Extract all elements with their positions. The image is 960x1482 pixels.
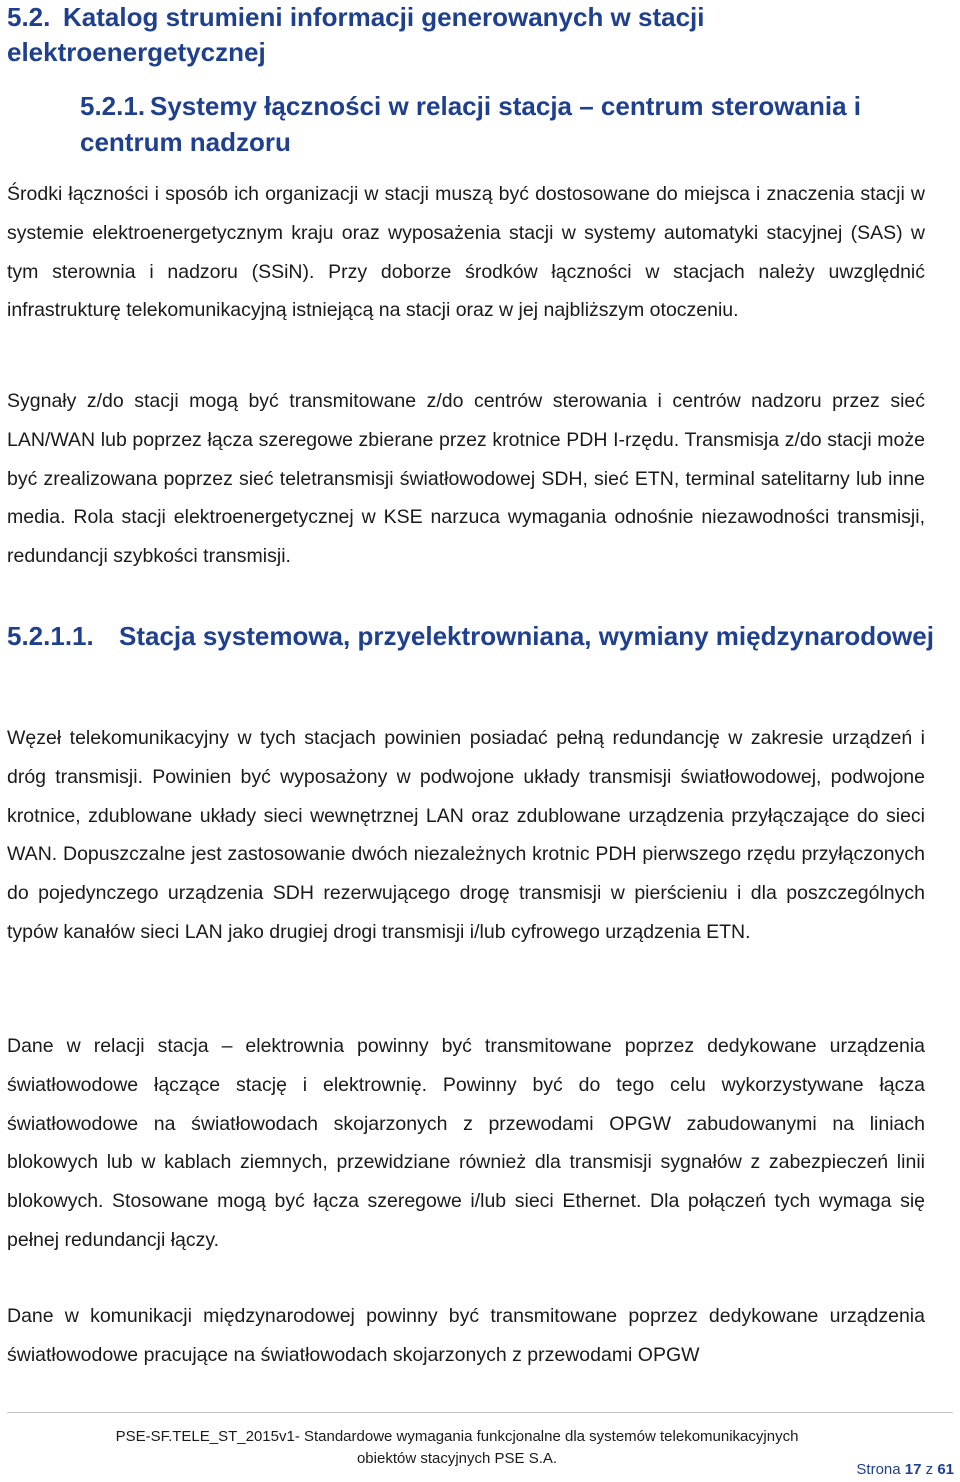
footer-line-1: PSE-SF.TELE_ST_2015v1- Standardowe wymagania funkcjonalne dla systemów telekomunikacyjnych (115, 1428, 799, 1445)
page-current: 17 (904, 1461, 922, 1478)
page-of: z (925, 1461, 934, 1478)
footer-line-2: obiektów stacyjnych PSE S.A. (356, 1450, 558, 1467)
subsection-number: 5.2.1. (80, 91, 146, 121)
paragraph: Sygnały z/do stacji mogą być transmitowane z/do centrów sterowania i centrów nadzoru przez sieć LAN/WAN lub poprzez łącza szeregowe zbierane przez krotnice PDH I-rzędu. Transmisja z/do stacji może być zrealizowana poprzez sieć teletransmisji światłowodowej SDH, sieć ETN, terminal satelitarny lub inne media. Rola stacji elektroenergetycznej w KSE narzuca wymagania odnośnie niezawodności transmisji, redundancji szybkości transmisji. (7, 390, 925, 568)
section-title: Katalog strumieni informacji generowanych w stacji elektroenergetycznej (7, 2, 705, 67)
subsubsection-title: Stacja systemowa, przyelektrowniana, wymiany międzynarodowej (119, 621, 934, 651)
paragraph: Dane w komunikacji międzynarodowej powinny być transmitowane poprzez dedykowane urządzenia światłowodowe pracujące na światłowodach skojarzonych z przewodami OPGW (7, 1305, 925, 1366)
subsubsection-number: 5.2.1.1. (7, 621, 94, 651)
paragraph: Środki łączności i sposób ich organizacji w stacji muszą być dostosowane do miejsca i znaczenia stacji w systemie elektroenergetycznym kraju oraz wyposażenia stacji w systemy automatyki stacyjnej (SAS) w tym sterownia i nadzoru (SSiN). Przy doborze środków łączności w stacjach należy uwzględnić infrastrukturę telekomunikacyjną istniejącą na stacji oraz w jej najbliższym otoczeniu. (7, 183, 925, 322)
paragraph: Dane w relacji stacja – elektrownia powinny być transmitowane poprzez dedykowane urządzenia światłowodowe łączące stację i elektrownię. Powinny być do tego celu wykorzystywane łącza światłowodowe na światłowodach skojarzonych z przewodami OPGW zabudowanymi na liniach blokowych lub w kablach ziemnych, przewidziane również dla transmisji sygnałów z zabezpieczeń linii blokowych. Stosowane mogą być łącza szeregowe i/lub sieci Ethernet. Dla połączeń tych wymaga się pełnej redundancji łączy. (7, 1035, 925, 1251)
page-label: Strona (856, 1461, 901, 1478)
subsection-heading (80, 88, 940, 160)
footer-divider (7, 1412, 953, 1413)
section-number: 5.2. (7, 2, 51, 32)
subsubsection-heading (7, 618, 947, 654)
footer-document-title (7, 1426, 907, 1470)
page-total: 61 (937, 1461, 954, 1478)
page-number (856, 1460, 954, 1480)
subsection-title: Systemy łączności w relacji stacja – centrum sterowania i centrum nadzoru (80, 91, 862, 157)
section-heading (7, 0, 947, 70)
paragraph: Węzeł telekomunikacyjny w tych stacjach powinien posiadać pełną redundancję w zakresie urządzeń i dróg transmisji. Powinien być wyposażony w podwojone układy transmisji światłowodowej, podwojone krotnice, zdublowane układy sieci wewnętrznej LAN oraz zdublowane urządzenia przyłączające do sieci WAN. Dopuszczalne jest zastosowanie dwóch niezależnych krotnic PDH pierwszego rzędu przyłączonych do pojedynczego urządzenia SDH rezerwującego drogę transmisji w pierścieniu i dla poszczególnych typów kanałów sieci LAN jako drugiej drogi transmisji i/lub cyfrowego urządzenia ETN. (7, 727, 925, 943)
